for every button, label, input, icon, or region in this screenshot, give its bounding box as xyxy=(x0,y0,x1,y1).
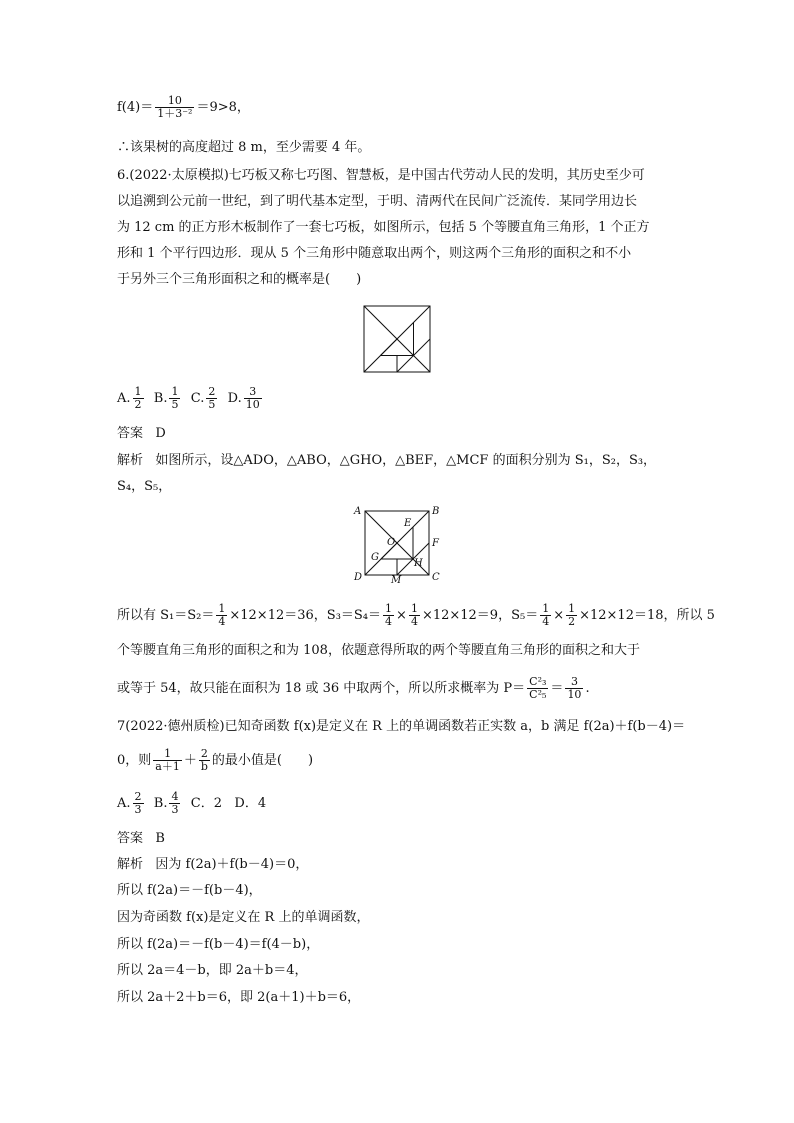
q7-answer: 答案 B xyxy=(117,831,165,846)
q6-option-c[interactable]: C. $\frac{2}{5}$ xyxy=(190,385,216,411)
q6-stem-1: 6.(2022·太原模拟)七巧板又称七巧图、智慧板，是中国古代劳动人民的发明，其历史至少可 xyxy=(117,168,645,183)
prob-fraction: $\frac{\text{C²₃}}{\text{C²₅}}$ xyxy=(529,675,547,701)
q6-stem-3: 为 12 cm 的正方形木板制作了一套七巧板，如图所示，包括 5 个等腰直角三角形，1 个正方 xyxy=(117,220,650,235)
q7-step-3: 因为奇函数 f(x)是定义在 R 上的单调函数， xyxy=(117,910,370,925)
label-e: E xyxy=(404,518,412,529)
q7-option-c[interactable]: C．2 xyxy=(190,796,222,811)
label-d: D xyxy=(354,572,363,583)
prob-result: $\frac{3}{10}$ xyxy=(567,675,582,701)
answer-value: D xyxy=(155,426,166,441)
prev-fraction: $\frac{10}{\text{1＋3⁻²}}$ xyxy=(157,94,193,120)
prev-f4-label: f(4)＝ xyxy=(117,100,154,115)
q6-option-a[interactable]: A. $\frac{1}{2}$ xyxy=(117,385,142,411)
prev-compare: ＝9>8， xyxy=(196,100,250,115)
label-m: M xyxy=(391,575,402,583)
q6-analysis-1 xyxy=(117,451,656,471)
frac-quarter: $\frac{1}{4}$ xyxy=(218,602,226,628)
frac-half: $\frac{1}{2}$ xyxy=(568,602,576,628)
tangram-figure xyxy=(363,305,431,373)
q6-option-d[interactable]: D. $\frac{3}{10}$ xyxy=(227,385,260,411)
q6-stem-4: 形和 1 个平行四边形．现从 5 个三角形中随意取出两个，则这两个三角形的面积之和不小 xyxy=(117,246,632,261)
label-f: F xyxy=(432,538,439,549)
q6-option-b[interactable]: B. $\frac{1}{5}$ xyxy=(153,385,179,411)
q6-options xyxy=(117,386,264,411)
q7-stem-1: 7(2022·德州质检)已知奇函数 f(x)是定义在 R 上的单调函数若正实数 a，b 满足 f(2a)＋f(b－4)＝ xyxy=(117,719,686,734)
q6-stem-2: 以追溯到公元前一世纪，到了明代基本定型，于明、清两代在民间广泛流传．某同学用边长 xyxy=(117,194,638,209)
q7-step-4: 所以 f(2a)＝－f(b－4)＝f(4－b)， xyxy=(117,937,320,952)
label-g: G xyxy=(371,552,379,563)
label-h: H xyxy=(414,558,423,569)
q7-option-d[interactable]: D．4 xyxy=(234,796,267,811)
q7-stem-2: 0，则 $\frac{1}{a+1}$ ＋ $\frac{2}{b}$ 的最小值是( ) xyxy=(117,747,314,773)
analysis-label: 解析 xyxy=(117,453,144,468)
q7-step-6: 所以 2a＋2＋b＝6，即 2(a＋1)＋b＝6， xyxy=(117,990,361,1005)
analysis-text: 如图所示，设△ADO，△ABO，△GHO，△BEF，△MCF 的面积分别为 S₁，S₂，S₃， xyxy=(155,453,657,468)
label-a: A xyxy=(354,506,362,517)
q7-answer-value: B xyxy=(155,831,165,846)
q7-analysis-1: 解析 因为 f(2a)＋f(b－4)＝0， xyxy=(117,857,309,872)
prev-conclusion: ∴该果树的高度超过 8 m，至少需要 4 年。 xyxy=(117,140,371,155)
q6-conclusion-2: 或等于 54，故只能在面积为 18 或 36 中取两个，所以所求概率为 P＝ $\frac{\text{C²₃}}{\text{C²₅}}$ ＝ $\frac{3}{10}$ . xyxy=(117,675,590,701)
q7-frac-1: $\frac{1}{a+1}$ xyxy=(155,747,180,773)
q7-option-a[interactable]: A. $\frac{2}{3}$ xyxy=(117,790,142,816)
q7-options xyxy=(117,791,266,816)
q7-step-2: 所以 f(2a)＝－f(b－4)， xyxy=(117,883,262,898)
q6-conclusion-1: 个等腰直角三角形的面积之和为 108，依题意得所取的两个等腰直角三角形的面积之和大于 xyxy=(117,643,640,658)
q6-answer xyxy=(117,424,166,444)
label-c: C xyxy=(432,572,440,583)
q7-step-5: 所以 2a＝4－b，即 2a＋b＝4， xyxy=(117,963,308,978)
q6-calc: 所以有 S₁＝S₂＝ $\frac{1}{4}$ ×12×12＝36，S₃＝S₄＝ $\frac{1}{4}$ × $\frac{1}{4}$ ×12×12＝9，S₅＝ $\frac{1}{4}$ × $\frac{1}{2}$ ×12×12＝18，所以 5 xyxy=(117,602,715,628)
tangram-labelled-figure xyxy=(352,503,444,583)
label-b: B xyxy=(432,506,440,517)
answer-label: 答案 xyxy=(117,426,144,441)
q7-frac-2: $\frac{2}{b}$ xyxy=(200,747,208,773)
q6-stem-5: 于另外三个三角形面积之和的概率是( ) xyxy=(117,272,362,287)
label-o: O xyxy=(387,537,396,548)
prev-result-line xyxy=(117,95,250,120)
q7-option-b[interactable]: B. $\frac{4}{3}$ xyxy=(153,790,179,816)
q6-analysis-2: S₄，S₅， xyxy=(117,479,172,494)
